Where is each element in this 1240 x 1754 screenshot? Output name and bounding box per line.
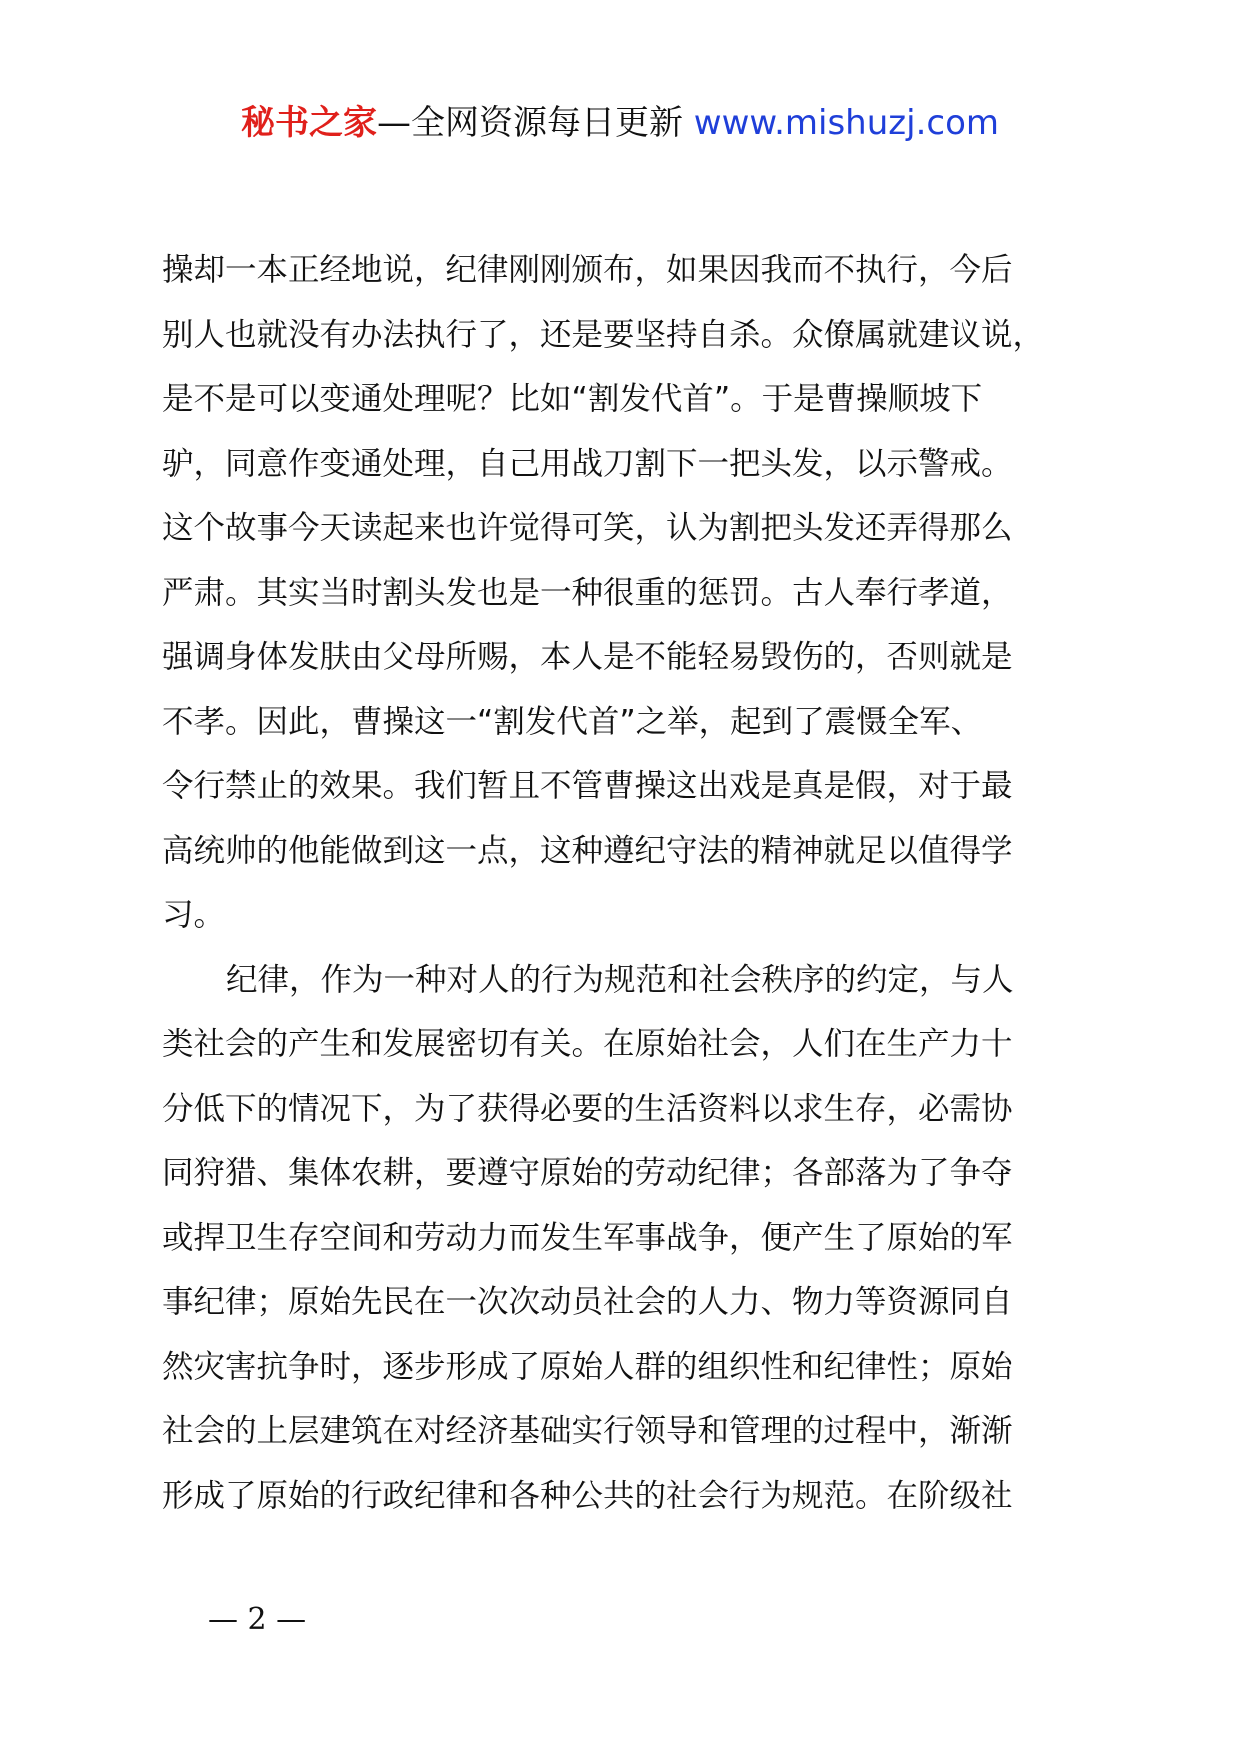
text-line-17: 事纪律；原始先民在一次次动员社会的人力、物力等资源同自 <box>162 1284 1013 1320</box>
text-line-7: 强调身体发肤由父母所赐，本人是不能轻易毁伤的，否则就是 <box>162 639 1013 675</box>
text-line-4: 驴，同意作变通处理，自己用战刀割下一把头发，以示警戒。 <box>162 445 1013 482</box>
text-line-9: 令行禁止的效果。我们暂且不管曹操这出戏是真是假，对于最 <box>162 768 1013 804</box>
page-header <box>0 98 1240 148</box>
text-line-15: 同狩猎、集体农耕，要遵守原始的劳动纪律；各部落为了争夺 <box>162 1155 1013 1191</box>
text-line-2: 别人也就没有办法执行了，还是要坚持自杀。众僚属就建议说， <box>162 316 1045 353</box>
page-number: — 2 — <box>208 1602 307 1637</box>
text-line-20: 形成了原始的行政纪律和各种公共的社会行为规范。在阶级社 <box>162 1477 1013 1514</box>
document-body <box>162 238 1122 1528</box>
site-brand: 秘书之家 <box>240 103 377 143</box>
text-line-19: 社会的上层建筑在对经济基础实行领导和管理的过程中，渐渐 <box>162 1413 1013 1449</box>
site-url-link[interactable]: www.mishuzj.com <box>693 103 999 143</box>
text-line-18: 然灾害抗争时，逐步形成了原始人群的组织性和纪律性；原始 <box>162 1348 1013 1385</box>
text-line-5: 这个故事今天读起来也许觉得可笑，认为割把头发还弄得那么 <box>162 510 1013 546</box>
text-line-11: 习。 <box>162 897 226 933</box>
text-line-1: 操却一本正经地说，纪律刚刚颁布，如果因我而不执行，今后 <box>162 252 1013 288</box>
text-line-16: 或捍卫生存空间和劳动力而发生军事战争，便产生了原始的军 <box>162 1219 1013 1256</box>
text-line-13: 类社会的产生和发展密切有关。在原始社会，人们在生产力十 <box>162 1026 1013 1062</box>
paragraph-2-first-line: 纪律，作为一种对人的行为规范和社会秩序的约定，与人 <box>226 961 1014 998</box>
text-line-10: 高统帅的他能做到这一点，这种遵纪守法的精神就足以值得学 <box>162 832 1013 869</box>
text-line-8: 不孝。因此，曹操这一“割发代首”之举，起到了震慑全军、 <box>162 703 983 740</box>
text-line-3: 是不是可以变通处理呢？比如“割发代首”。于是曹操顺坡下 <box>162 381 983 417</box>
text-line-14: 分低下的情况下，为了获得必要的生活资料以求生存，必需协 <box>162 1090 1013 1127</box>
site-slogan: —全网资源每日更新 <box>376 103 683 143</box>
text-line-6: 严肃。其实当时割头发也是一种很重的惩罚。古人奉行孝道， <box>162 574 1013 611</box>
